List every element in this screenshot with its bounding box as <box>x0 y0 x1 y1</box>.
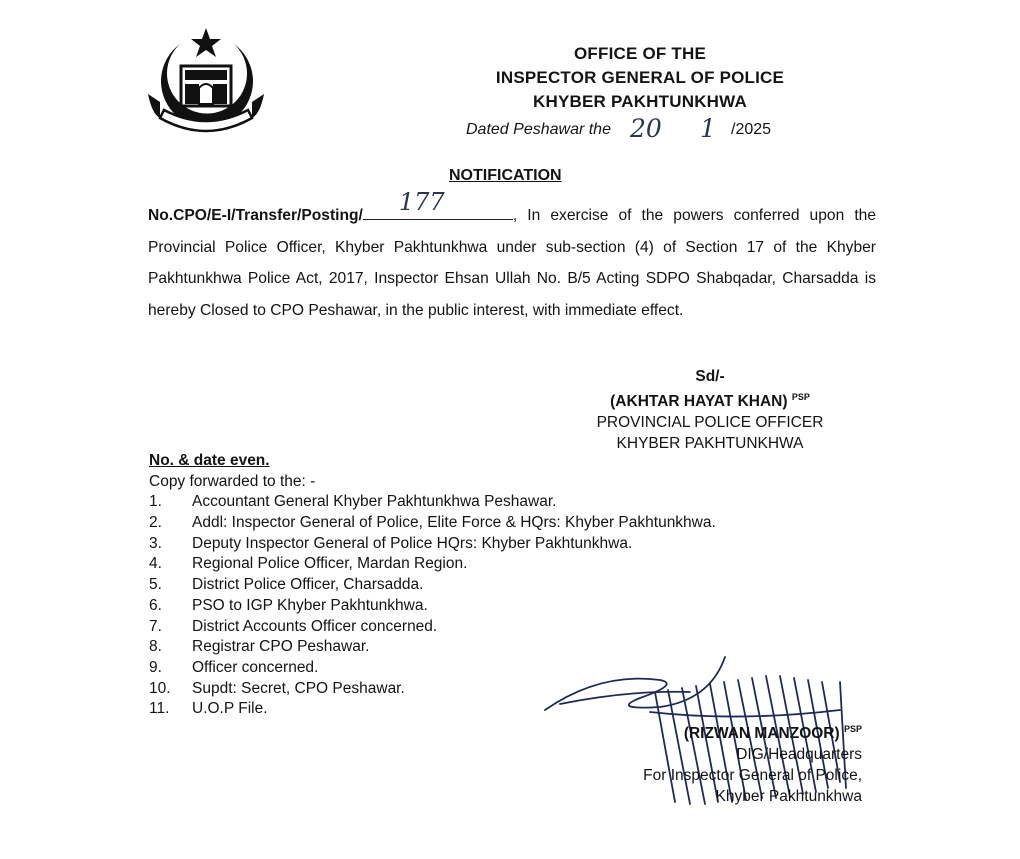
dig-for-line: For Inspector General of Police, <box>643 767 862 785</box>
copy-item-number: 5. <box>149 576 162 594</box>
notification-title: NOTIFICATION <box>449 167 562 184</box>
copy-item-number: 3. <box>149 534 162 552</box>
copy-item-text: PSO to IGP Khyber Pakhtunkhwa. <box>192 596 428 614</box>
copy-item-text: Accountant General Khyber Pakhtunkhwa Peshawar. <box>192 493 557 511</box>
handwritten-ref-number: 177 <box>398 188 445 216</box>
order-paragraph <box>148 188 876 326</box>
copy-list-item <box>149 492 716 513</box>
handwritten-day: 20 <box>630 114 662 143</box>
copy-item-number: 1. <box>149 493 162 511</box>
copy-item-number: 4. <box>149 555 162 573</box>
copy-item-number: 9. <box>149 658 162 676</box>
dated-prefix: Dated Peshawar the <box>466 121 611 138</box>
reference-number-field <box>363 188 513 220</box>
copy-item-number: 10. <box>149 679 171 697</box>
ppo-name: (AKHTAR HAYAT KHAN) $^{PSP}$ <box>610 392 810 411</box>
copy-item-text: Deputy Inspector General of Police HQrs: Khyber Pakhtunkhwa. <box>192 534 633 552</box>
signatory-dig <box>643 719 862 807</box>
police-emblem-logo <box>138 22 274 140</box>
copy-item-number: 7. <box>149 617 162 635</box>
copy-item-text: District Accounts Officer concerned. <box>192 617 438 635</box>
copy-list-item <box>149 534 716 555</box>
ppo-designation: PROVINCIAL POLICE OFFICER <box>596 414 824 432</box>
copy-item-number: 6. <box>149 596 162 614</box>
copy-item-number: 8. <box>149 638 162 656</box>
copy-item-text: U.O.P File. <box>192 700 268 718</box>
sd-mark: Sd/- <box>695 368 725 385</box>
ppo-province: KHYBER PAKHTUNKHWA <box>616 435 804 453</box>
copy-item-text: Registrar CPO Peshawar. <box>192 638 370 656</box>
copy-item-text: Addl: Inspector General of Police, Elite Force & HQrs: Khyber Pakhtunkhwa. <box>192 514 716 532</box>
copy-item-text: District Police Officer, Charsadda. <box>192 576 424 594</box>
copy-list-item <box>149 617 716 638</box>
copy-item-text: Supdt: Secret, CPO Peshawar. <box>192 679 405 697</box>
dig-designation: DIG/Headquarters <box>736 746 862 764</box>
dated-line <box>466 121 611 139</box>
copy-list-item <box>149 596 716 617</box>
copy-item-text: Officer concerned. <box>192 658 319 676</box>
signatory-ppo <box>570 366 850 454</box>
ppo-suffix: PSP <box>791 392 810 402</box>
handwritten-month: 1 <box>700 114 716 143</box>
reference-prefix: No.CPO/E-I/Transfer/Posting/ <box>148 207 363 224</box>
dig-suffix: PSP <box>843 724 862 734</box>
copy-item-text: Regional Police Officer, Mardan Region. <box>192 555 468 573</box>
dig-name: (RIZWAN MANZOOR) $^{PSP}$ <box>683 724 862 743</box>
copy-list-item <box>149 513 716 534</box>
copy-item-number: 11. <box>149 700 170 718</box>
copy-title: No. & date even. <box>149 452 270 469</box>
dig-province: Khyber Pakhtunkhwa <box>715 788 862 806</box>
copy-intro: Copy forwarded to the: - <box>149 472 316 490</box>
ig-police-line: INSPECTOR GENERAL OF POLICE <box>495 68 785 87</box>
office-line: OFFICE OF THE <box>574 44 706 63</box>
copy-item-number: 2. <box>149 514 162 532</box>
province-line: KHYBER PAKHTUNKHWA <box>533 92 747 111</box>
copy-list-item <box>149 554 716 575</box>
order-body: , In exercise of the powers conferred upon the Provincial Police Officer, Khyber Pakhtunkhwa under sub-section (4) of Section 17 of the Khyber Pakhtunkhwa Police Act, 2017, Inspector Ehsan Ullah No. B/5 Acting SDPO Shabqadar, Charsadda is hereby Closed to CPO Peshawar, in the public interest, with immediate effect. <box>148 207 876 319</box>
dated-year: /2025 <box>731 121 772 138</box>
copy-list-item <box>149 575 716 596</box>
